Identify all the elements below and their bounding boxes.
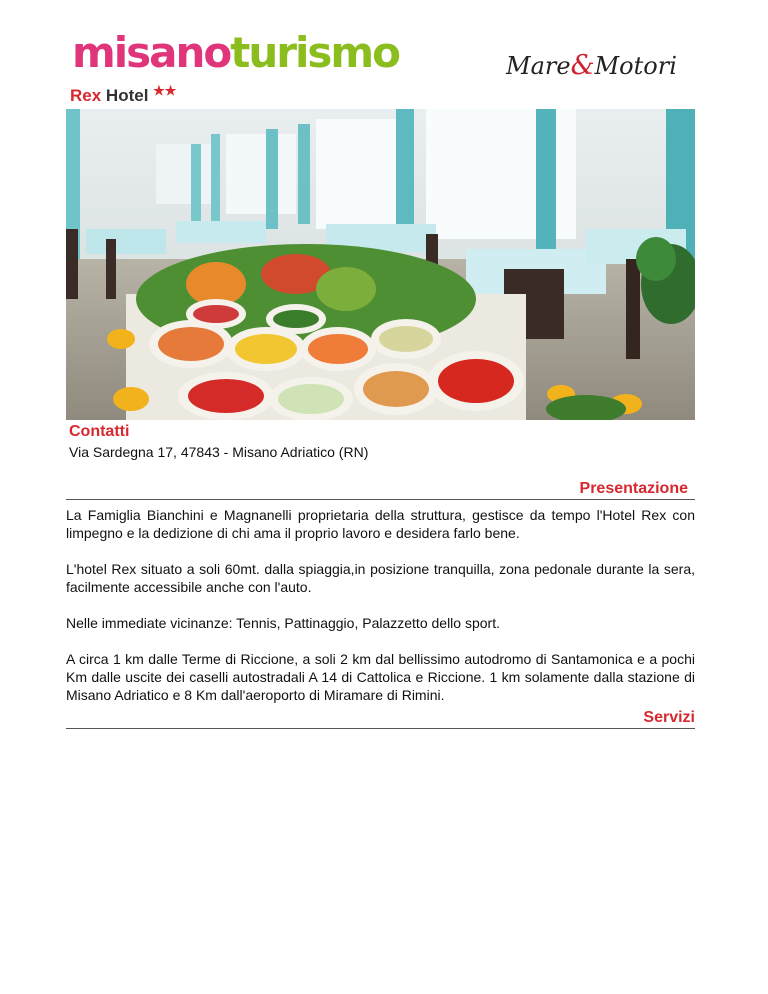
presentation-paragraph-4: A circa 1 km dalle Terme di Riccione, a soli 2 km dal bellissimo autodromo di Santamonica e a pochi Km dalle uscite dei caselli autostradali A 14 di Cattolica e Riccione. 1 km solamente dalla stazione di Misano Adriatico e 8 Km dall'aeroporto di Miramare di Rimini. bbox=[66, 651, 695, 703]
misanoturismo-logo bbox=[72, 28, 399, 77]
logo-turismo-text: turismo bbox=[230, 28, 399, 77]
logo-ampersand: & bbox=[570, 50, 595, 81]
services-heading: Servizi bbox=[643, 709, 695, 726]
presentation-paragraph-3: Nelle immediate vicinanze: Tennis, Pattinaggio, Palazzetto dello sport. bbox=[66, 615, 500, 631]
hotel-name: Rex bbox=[70, 86, 102, 105]
logo-mare-text: Mare bbox=[506, 52, 571, 80]
hotel-stars: ★★ bbox=[153, 83, 177, 98]
hotel-restaurant-photo bbox=[66, 109, 695, 420]
presentation-paragraph-1: La Famiglia Bianchini e Magnanelli proprietaria della struttura, gestisce da tempo l'Hotel Rex con limpegno e la dedizione di chi ama il proprio lavoro e desidera farlo bene. bbox=[66, 507, 695, 541]
mare-motori-logo bbox=[506, 50, 677, 81]
contacts-heading: Contatti bbox=[69, 423, 130, 440]
logo-misano-text: misano bbox=[72, 28, 231, 77]
presentation-heading: Presentazione bbox=[579, 480, 688, 497]
services-divider bbox=[66, 728, 695, 729]
hotel-title bbox=[70, 83, 177, 106]
logo-motori-text: Motori bbox=[594, 52, 677, 80]
hotel-type: Hotel bbox=[105, 86, 149, 105]
presentation-divider bbox=[66, 499, 695, 500]
presentation-paragraph-2: L'hotel Rex situato a soli 60mt. dalla spiaggia,in posizione tranquilla, zona pedonale durante la sera, facilmente accessibile anche con l'auto. bbox=[66, 561, 695, 595]
hotel-address: Via Sardegna 17, 47843 - Misano Adriatico (RN) bbox=[69, 444, 369, 460]
